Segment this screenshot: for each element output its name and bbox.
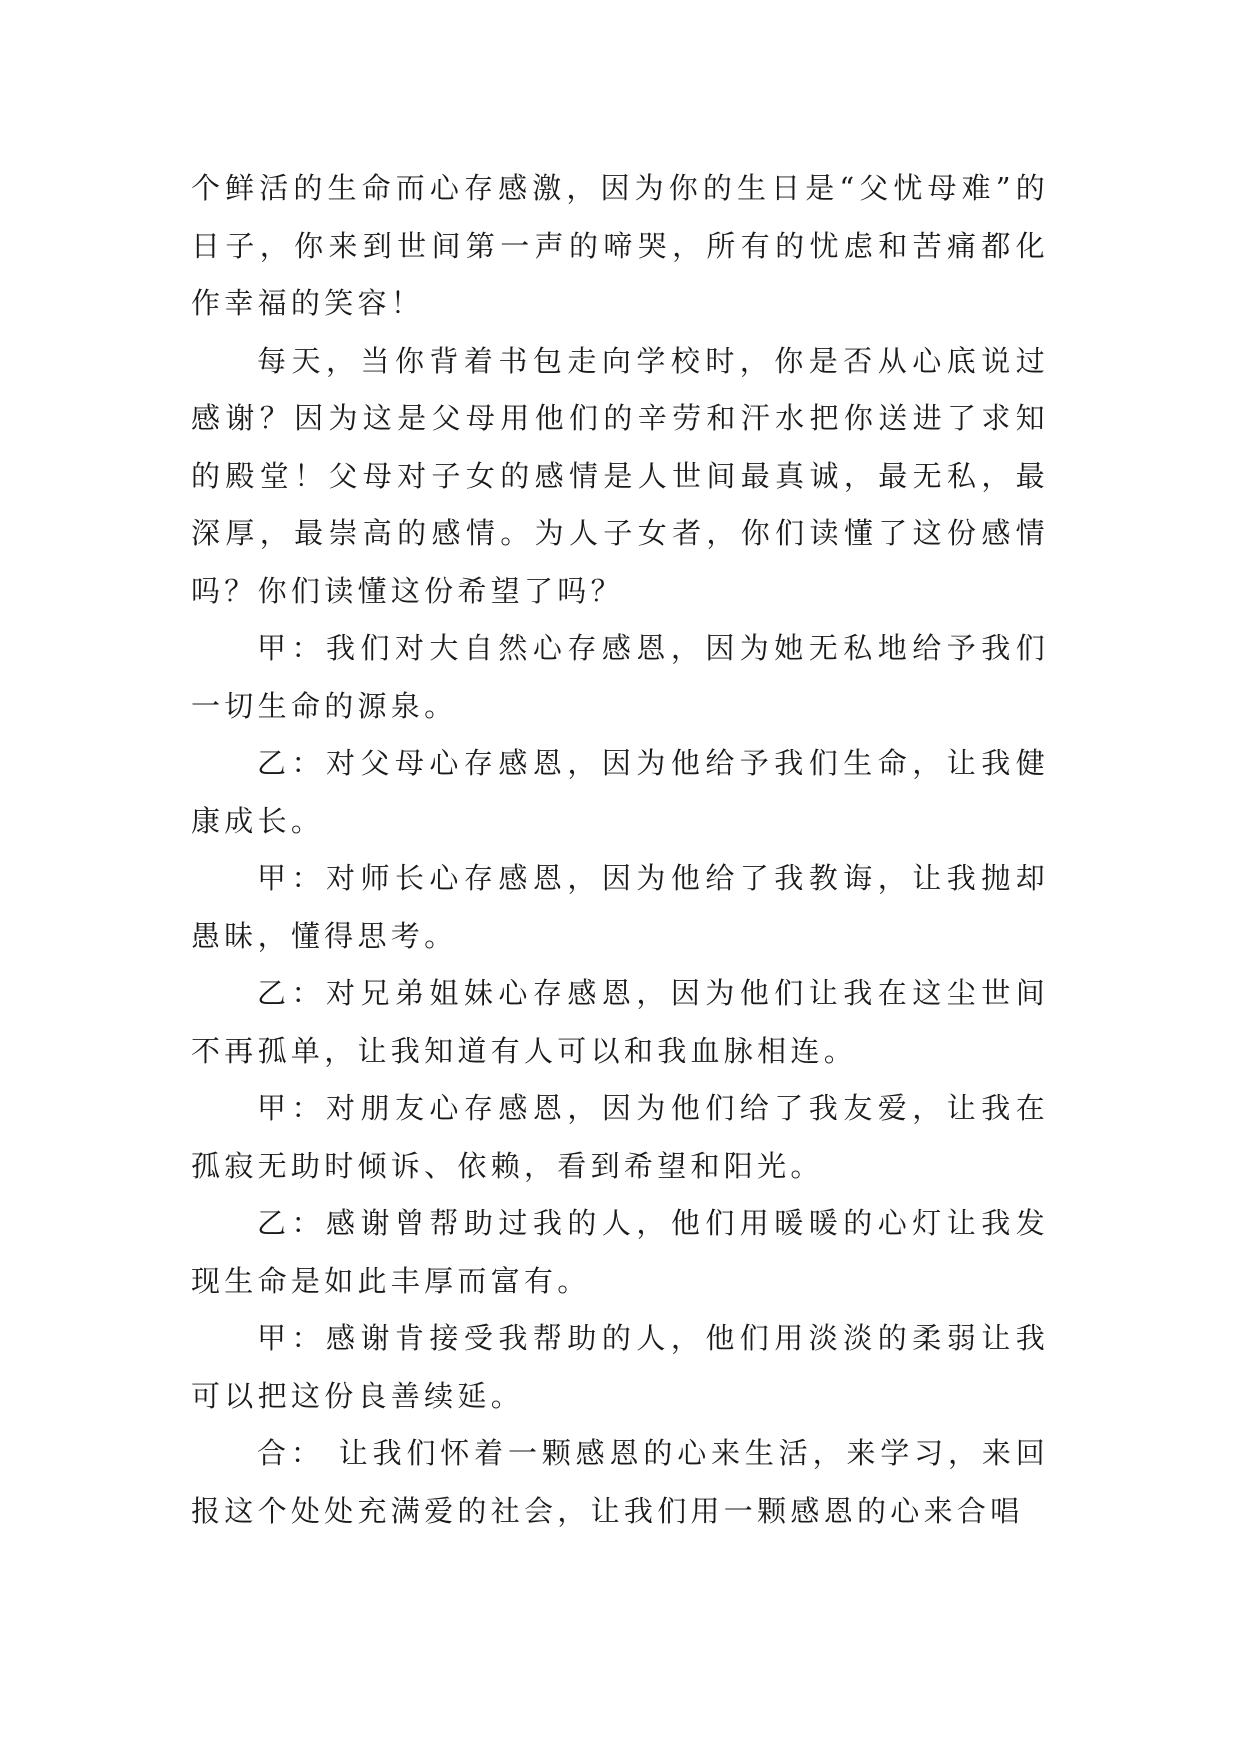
paragraph-jia-friends: 甲：对朋友心存感恩，因为他们给了我友爱，让我在孤寂无助时倾诉、依赖，看到希望和阳光。 <box>191 1091 1049 1183</box>
paragraph-jia-nature: 甲：我们对大自然心存感恩，因为她无私地给予我们一切生命的源泉。 <box>191 631 1049 723</box>
paragraph-yi-parents: 乙：对父母心存感恩，因为他给予我们生命，让我健康成长。 <box>191 746 1049 838</box>
paragraph-gratitude-parents: 每天，当你背着书包走向学校时，你是否从心底说过感谢？因为这是父母用他们的辛劳和汗水把你送进了求知的殿堂！父母对子女的感情是人世间最真诚，最无私，最深厚，最崇高的感情。为人子女者，你们读懂了这份感情吗？你们读懂这份希望了吗？ <box>191 343 1049 608</box>
document-body <box>191 160 1049 1540</box>
paragraph-chorus: 合： 让我们怀着一颗感恩的心来生活，来学习，来回报这个处处充满爱的社会，让我们用一颗感恩的心来合唱 <box>191 1436 1049 1528</box>
paragraph-yi-helpers: 乙：感谢曾帮助过我的人，他们用暖暖的心灯让我发现生命是如此丰厚而富有。 <box>191 1206 1049 1298</box>
paragraph-jia-teachers: 甲：对师长心存感恩，因为他给了我教诲，让我抛却愚昧，懂得思考。 <box>191 861 1049 953</box>
paragraph-jia-helped: 甲：感谢肯接受我帮助的人，他们用淡淡的柔弱让我可以把这份良善续延。 <box>191 1321 1049 1413</box>
paragraph-yi-siblings: 乙：对兄弟姐妹心存感恩，因为他们让我在这尘世间不再孤单，让我知道有人可以和我血脉相连。 <box>191 976 1049 1068</box>
paragraph-continuation: 个鲜活的生命而心存感激，因为你的生日是“父忧母难”的日子，你来到世间第一声的啼哭，所有的忧虑和苦痛都化作幸福的笑容！ <box>191 171 1049 320</box>
